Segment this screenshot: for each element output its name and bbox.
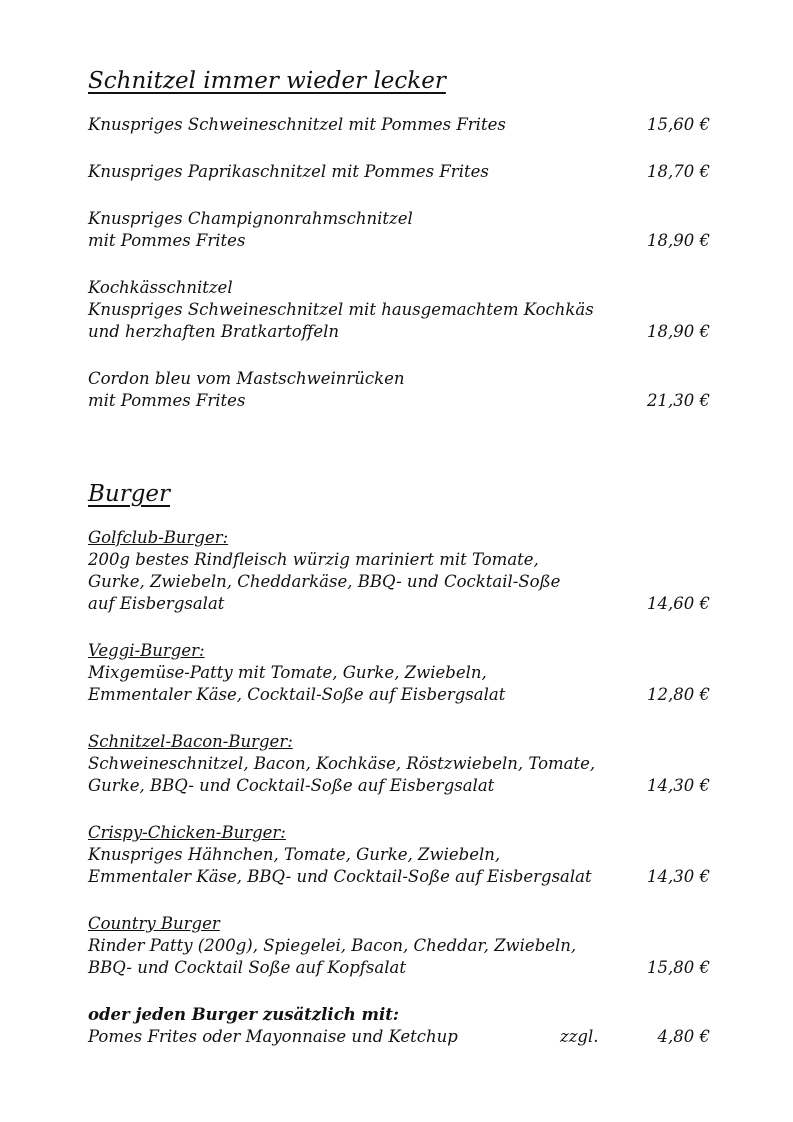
menu-item-description-line: Emmentaler Käse, Cocktail-Soße auf Eisbergsalat (88, 685, 506, 704)
menu-item-price: 18,70 € (647, 162, 710, 181)
menu-item-price: 14,30 € (647, 776, 710, 795)
schnitzel-section-title: Schnitzel immer wieder lecker (88, 68, 446, 94)
menu-item-description-line: Emmentaler Käse, BBQ- und Cocktail-Soße auf Eisbergsalat (88, 867, 592, 886)
menu-item-price: 14,30 € (647, 867, 710, 886)
menu-item-description-line: und herzhaften Bratkartoffeln (88, 322, 339, 341)
menu-item-description-line: Knuspriges Hähnchen, Tomate, Gurke, Zwiebeln, (88, 845, 501, 864)
schnitzel-list (88, 114, 710, 412)
menu-item-description-line: Schweineschnitzel, Bacon, Kochkäse, Röstzwiebeln, Tomate, (88, 754, 596, 773)
menu-item (88, 913, 710, 979)
menu-item (88, 114, 710, 136)
menu-item-price: 15,80 € (647, 958, 710, 977)
menu-item-description-line: Gurke, BBQ- und Cocktail-Soße auf Eisbergsalat (88, 776, 495, 795)
menu-item (88, 640, 710, 706)
menu-item (88, 822, 710, 888)
menu-item-description-line: Mixgemüse-Patty mit Tomate, Gurke, Zwiebeln, (88, 663, 487, 682)
menu-item-price: 12,80 € (647, 685, 710, 704)
burger-list (88, 527, 710, 979)
extra-option-row (88, 1026, 710, 1048)
menu-item-description-line: Knuspriges Champignonrahmschnitzel (88, 209, 413, 228)
menu-page (88, 66, 710, 1073)
menu-item (88, 161, 710, 183)
menu-item-description-line: auf Eisbergsalat (88, 594, 225, 613)
menu-item-price: 18,90 € (647, 322, 710, 341)
extra-option-qualifier: zzgl. (560, 1027, 599, 1046)
extra-option-title: oder jeden Burger zusätzlich mit: (88, 1005, 399, 1024)
menu-item-description-line: Rinder Patty (200g), Spiegelei, Bacon, Cheddar, Zwiebeln, (88, 936, 577, 955)
menu-item (88, 368, 710, 412)
menu-item-description-line: mit Pommes Frites (88, 391, 246, 410)
burger-section-title: Burger (88, 481, 171, 507)
menu-item-description-line: Gurke, Zwiebeln, Cheddarkäse, BBQ- und Cocktail-Soße (88, 572, 561, 591)
menu-item-description-line: Kochkässchnitzel (88, 278, 233, 297)
menu-item-description-line: 200g bestes Rindfleisch würzig mariniert mit Tomate, (88, 550, 539, 569)
menu-item-description-line: Cordon bleu vom Mastschweinrücken (88, 369, 405, 388)
menu-item (88, 277, 710, 343)
menu-item-price: 14,60 € (647, 594, 710, 613)
menu-item (88, 731, 710, 797)
menu-item-name: Golfclub-Burger: (88, 528, 229, 547)
menu-item-description-line: Knuspriges Schweineschnitzel mit hausgemachtem Kochkäs (88, 300, 594, 319)
menu-item-name: Schnitzel-Bacon-Burger: (88, 732, 293, 751)
extra-option-text: Pomes Frites oder Mayonnaise und Ketchup (88, 1027, 458, 1046)
menu-item-price: 21,30 € (647, 391, 710, 410)
menu-item-name: Veggi-Burger: (88, 641, 205, 660)
menu-item-name: Country Burger (88, 914, 220, 933)
menu-item-description-line: mit Pommes Frites (88, 231, 246, 250)
section-spacer (88, 437, 710, 479)
menu-item-name: Crispy-Chicken-Burger: (88, 823, 286, 842)
menu-item-description-line: BBQ- und Cocktail Soße auf Kopfsalat (88, 958, 406, 977)
menu-item-price: 15,60 € (647, 115, 710, 134)
extra-option-price: 4,80 € (657, 1027, 710, 1046)
menu-item-price: 18,90 € (647, 231, 710, 250)
menu-item-description-line: Knuspriges Schweineschnitzel mit Pommes Frites (88, 115, 506, 134)
menu-item (88, 208, 710, 252)
menu-item (88, 527, 710, 615)
menu-item-description-line: Knuspriges Paprikaschnitzel mit Pommes Frites (88, 162, 489, 181)
extra-option (88, 1004, 710, 1048)
